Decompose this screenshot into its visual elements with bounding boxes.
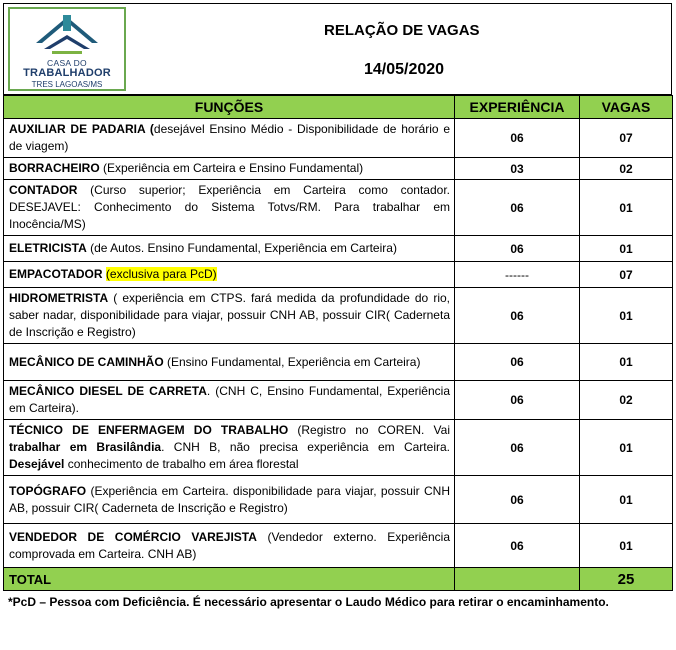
row-title: TOPÓGRAFO	[9, 483, 87, 498]
table-row	[4, 524, 673, 568]
row-title: AUXILIAR DE PADARIA	[9, 122, 146, 136]
pcd-highlight: (exclusiva para PcD)	[105, 267, 217, 281]
row-funcao	[4, 180, 455, 236]
row-description: ( experiência em CTPS. fará medida da profundidade do rio, saber nadar, disponibilidade para viajar, possuir CNH AB, possuir CIR( Caderneta de Inscrição e Registro)	[9, 291, 450, 339]
row-title: EMPACOTADOR	[9, 267, 103, 281]
page-title: RELAÇÃO DE VAGAS	[324, 22, 480, 39]
header	[3, 3, 672, 95]
row-funcao	[4, 262, 455, 288]
row-description-3: conhecimento de trabalho em área florestal	[64, 457, 299, 471]
row-title: CONTADOR	[9, 183, 78, 197]
row-experiencia: 06	[455, 288, 580, 344]
row-title: HIDROMETRISTA	[9, 291, 109, 305]
row-vagas: 02	[580, 381, 673, 420]
table-row	[4, 381, 673, 420]
row-bold-location: trabalhar em Brasilândia	[9, 440, 162, 454]
row-vagas: 01	[580, 524, 673, 568]
row-description: (Curso superior; Experiência em Carteira como contador. DESEJAVEL: Conhecimento do Sistema Totvs/RM. Para trabalhar em Inocência/MS)	[9, 183, 450, 231]
house-roof-icon	[32, 13, 102, 59]
table-row	[4, 288, 673, 344]
row-experiencia: 03	[455, 158, 580, 180]
row-title: ELETRICISTA	[9, 241, 87, 255]
column-header-vagas: VAGAS	[580, 96, 673, 119]
row-description: (Vendedor externo. Experiência comprovada em Carteira. CNH AB)	[9, 529, 450, 561]
row-funcao	[4, 344, 455, 381]
column-header-funcoes: FUNÇÕES	[4, 96, 455, 119]
table-row	[4, 119, 673, 158]
casa-do-trabalhador-logo	[8, 7, 126, 91]
row-vagas: 01	[580, 288, 673, 344]
logo-line-3: TRES LAGOAS/MS	[31, 80, 103, 89]
total-value: 25	[580, 568, 673, 591]
row-description: (Experiência em Carteira e Ensino Fundamental)	[99, 161, 364, 175]
row-experiencia: 06	[455, 476, 580, 524]
row-experiencia: 06	[455, 180, 580, 236]
row-experiencia: 06	[455, 524, 580, 568]
row-vagas: 02	[580, 158, 673, 180]
table-row	[4, 344, 673, 381]
row-title-suffix: (	[145, 122, 154, 136]
row-title: MECÂNICO DIESEL DE CARRETA	[9, 384, 207, 398]
row-title: VENDEDOR DE COMÉRCIO VAREJISTA	[9, 529, 257, 544]
row-vagas: 01	[580, 476, 673, 524]
row-title: BORRACHEIRO	[9, 161, 100, 175]
row-funcao	[4, 119, 455, 158]
vacancies-table	[3, 95, 673, 591]
row-funcao	[4, 288, 455, 344]
row-experiencia: ------	[455, 262, 580, 288]
total-label: TOTAL	[4, 568, 455, 591]
row-vagas: 07	[580, 119, 673, 158]
table-row	[4, 476, 673, 524]
row-funcao	[4, 524, 455, 568]
row-funcao	[4, 476, 455, 524]
row-vagas: 01	[580, 236, 673, 262]
row-funcao	[4, 381, 455, 420]
row-vagas: 01	[580, 180, 673, 236]
row-description: (Ensino Fundamental, Experiência em Carteira)	[163, 354, 421, 369]
total-empty-cell	[455, 568, 580, 591]
table-row	[4, 180, 673, 236]
row-description: desejável Ensino Médio - Disponibilidade de horário e de viagem)	[9, 122, 450, 153]
row-vagas: 01	[580, 420, 673, 476]
row-experiencia: 06	[455, 420, 580, 476]
row-description: . (CNH C, Ensino Fundamental, Experiência em Carteira).	[9, 384, 450, 415]
row-vagas: 01	[580, 344, 673, 381]
table-row	[4, 420, 673, 476]
row-description-2: . CNH B, não precisa experiência em Carteira.	[161, 440, 450, 454]
column-header-experiencia: EXPERIÊNCIA	[455, 96, 580, 119]
table-row	[4, 262, 673, 288]
row-vagas: 07	[580, 262, 673, 288]
footnote: *PcD – Pessoa com Deficiência. É necessário apresentar o Laudo Médico para retirar o encaminhamento.	[8, 595, 609, 609]
row-experiencia: 06	[455, 236, 580, 262]
job-sheet	[3, 3, 672, 611]
row-title: MECÂNICO DE CAMINHÃO	[9, 354, 164, 369]
row-title: TÉCNICO DE ENFERMAGEM DO TRABALHO	[9, 423, 289, 437]
row-description: (Registro no COREN. Vai	[288, 423, 450, 437]
row-bold-desejavel: Desejável	[9, 457, 65, 471]
row-experiencia: 06	[455, 381, 580, 420]
row-funcao	[4, 420, 455, 476]
logo-line-2: TRABALHADOR	[23, 67, 111, 79]
total-row	[4, 568, 673, 591]
table-row	[4, 158, 673, 180]
row-experiencia: 06	[455, 344, 580, 381]
row-description: (de Autos. Ensino Fundamental, Experiência em Carteira)	[86, 241, 397, 255]
row-experiencia: 06	[455, 119, 580, 158]
logo-line-1: CASA DO	[47, 58, 87, 68]
row-funcao	[4, 158, 455, 180]
row-funcao	[4, 236, 455, 262]
table-header-row	[4, 96, 673, 119]
table-row	[4, 236, 673, 262]
row-description: (Experiência em Carteira. disponibilidade para viajar, possuir CNH AB, possuir CIR( Caderneta de Inscrição e Registro)	[9, 483, 450, 515]
page-date: 14/05/2020	[364, 61, 445, 78]
